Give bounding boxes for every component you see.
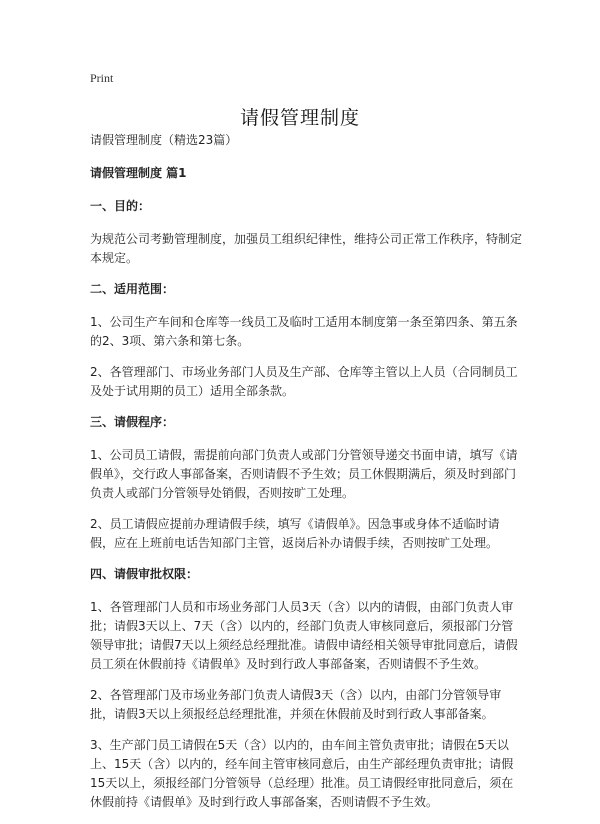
purpose-paragraph: 为规范公司考勤管理制度，加强员工组织纪律性，维持公司正常工作秩序，特制定本规定。 (90, 232, 523, 265)
section-title: 请假管理制度 篇1 (90, 166, 187, 180)
purpose-heading: 一、目的： (90, 199, 151, 213)
document-title: 请假管理制度 (239, 107, 360, 129)
scope-heading: 二、适用范围： (90, 282, 175, 296)
scope-item-2: 2、各管理部门、市场业务部门人员及生产部、仓库等主管以上人员（合同制员工及处于试用期的员工）适用全部条款。 (90, 365, 518, 398)
document-subtitle: 请假管理制度（精选23篇） (90, 133, 238, 147)
approval-item-3: 3、生产部门员工请假在5天（含）以内的，由车间主管负责审批；请假在5天以上、15天（含）以内的，经车间主管审核同意后，由生产部经理负责审批；请假15天以上，须报经部门分管领导（总经理）批准。员工请假经审批同意后，须在休假前持《请假单》及时到行政人事部备案，否则请假不予生效。 (90, 738, 514, 809)
document-body (90, 131, 522, 824)
approval-heading: 四、请假审批权限： (90, 567, 199, 581)
approval-item-1: 1、各管理部门人员和市场业务部门人员3天（含）以内的请假，由部门负责人审批；请假3天以上、7天（含）以内的，经部门负责人审核同意后，须报部门分管领导审批；请假7天以上须经总经理批准。请假申请经相关领导审批同意后，请假员工须在休假前持《请假单》及时到行政人事部备案，否则请假不予生效。 (90, 600, 518, 671)
procedure-item-1: 1、公司员工请假，需提前向部门负责人或部门分管领导递交书面申请，填写《请假单》，交行政人事部备案，否则请假不予生效；员工休假期满后，须及时到部门负责人或部门分管领导处销假，否则按旷工处理。 (90, 448, 518, 500)
print-label[interactable]: Print (90, 71, 114, 85)
approval-item-2: 2、各管理部门及市场业务部门负责人请假3天（含）以内，由部门分管领导审批，请假3天以上须报经总经理批准，并须在休假前及时到行政人事部备案。 (90, 688, 502, 721)
procedure-item-2: 2、员工请假应提前办理请假手续，填写《请假单》。因急事或身体不适临时请假，应在上班前电话告知部门主管，返岗后补办请假手续，否则按旷工处理。 (90, 517, 500, 550)
scope-item-1: 1、公司生产车间和仓库等一线员工及临时工适用本制度第一条至第四条、第五条的2、3项、第六条和第七条。 (90, 315, 518, 348)
procedure-heading: 三、请假程序： (90, 415, 175, 429)
